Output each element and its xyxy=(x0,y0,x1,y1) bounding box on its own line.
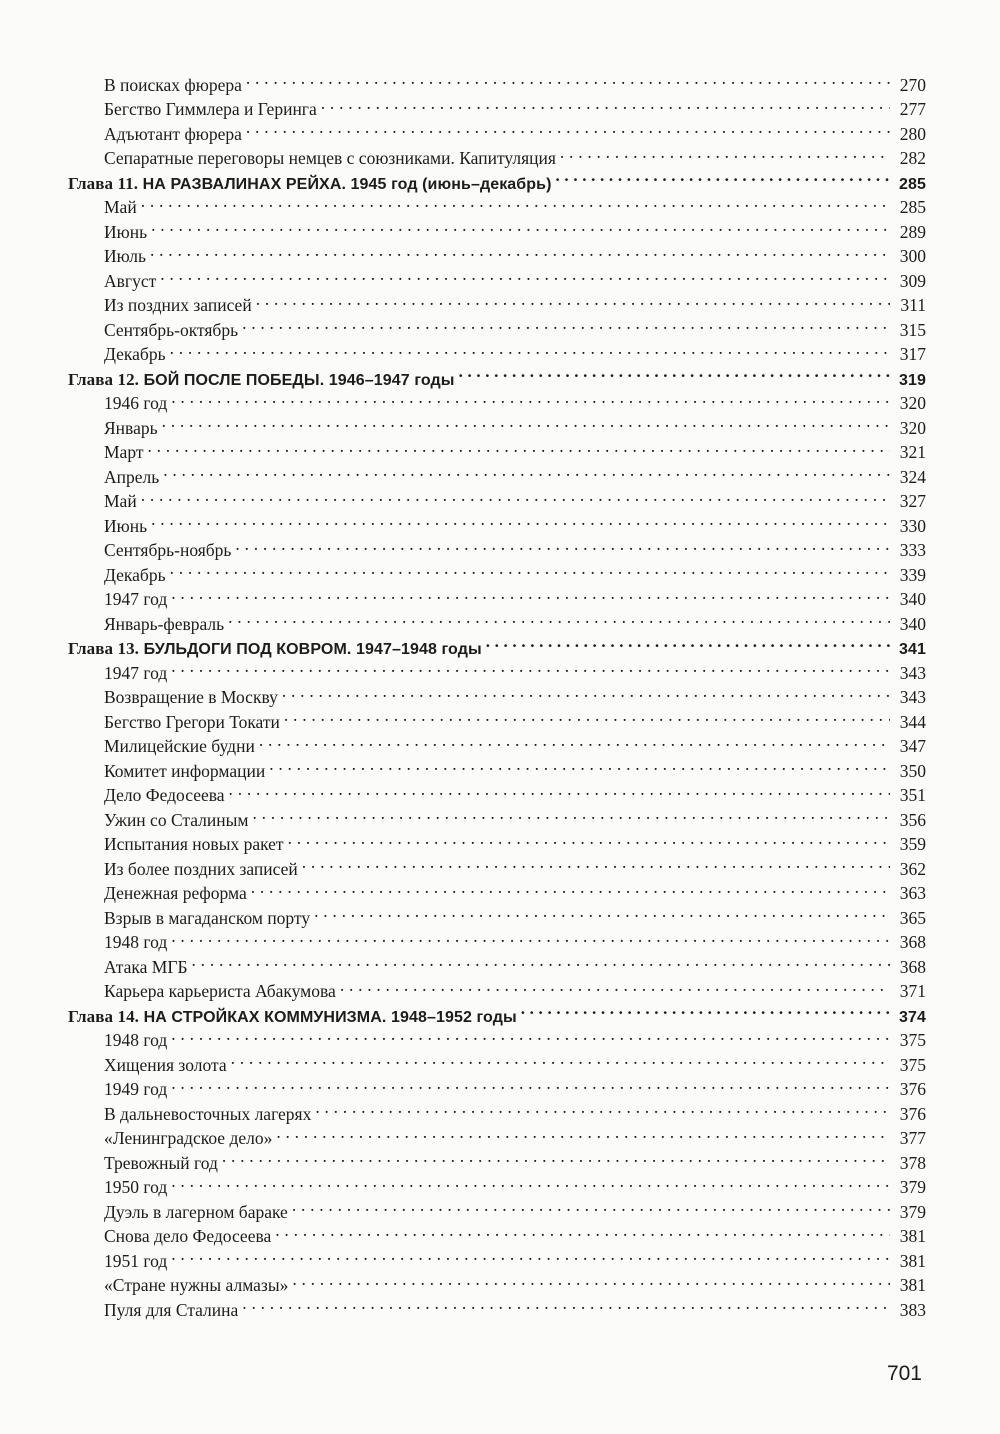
toc-section-entry xyxy=(68,581,926,609)
toc-section-entry xyxy=(68,262,926,291)
toc-section-entry xyxy=(68,973,926,1001)
section-title: Июнь xyxy=(104,221,148,242)
section-title: 1951 год xyxy=(104,1250,168,1271)
toc-page-number: 339 xyxy=(899,564,926,585)
toc-page-number: 280 xyxy=(899,123,926,144)
section-title: Возвращение в Москву xyxy=(104,687,278,707)
toc-page-number: 320 xyxy=(899,417,926,438)
dot-leader xyxy=(314,899,890,924)
section-title: В дальневосточных лагерях xyxy=(104,1103,312,1124)
section-title: Июль xyxy=(104,246,146,266)
section-title: Снова дело Федосеева xyxy=(104,1226,272,1246)
toc-page-number: 374 xyxy=(899,1008,926,1026)
section-title: Июнь xyxy=(104,515,148,536)
toc-page-number: 377 xyxy=(899,1128,926,1148)
dot-leader xyxy=(171,1169,890,1194)
section-title: Карьера карьериста Абакумова xyxy=(104,981,336,1001)
dot-leader xyxy=(192,948,890,973)
toc-page-number: 379 xyxy=(899,1177,926,1197)
chapter-name: БУЛЬДОГИ ПОД КОВРОМ. 1947–1948 годы xyxy=(143,641,482,658)
toc-page-number: 319 xyxy=(899,371,926,389)
section-title: Декабрь xyxy=(104,344,166,364)
toc-page-number: 285 xyxy=(899,175,926,193)
dot-leader xyxy=(171,1022,890,1047)
toc-page-number: 356 xyxy=(899,809,926,830)
dot-leader xyxy=(171,581,890,606)
toc-section-entry xyxy=(68,458,926,487)
dot-leader xyxy=(315,1095,890,1120)
toc-page-number: 343 xyxy=(899,687,926,707)
section-title: 1950 год xyxy=(104,1177,168,1197)
toc-page-number: 309 xyxy=(899,270,926,291)
section-title: Милицейские будни xyxy=(104,736,255,756)
toc-page-number: 359 xyxy=(899,834,926,854)
dot-leader xyxy=(151,507,890,532)
toc-page-number: 324 xyxy=(899,466,926,487)
toc-page-number: 381 xyxy=(899,1226,926,1246)
section-title: Дело Федосеева xyxy=(104,785,225,805)
toc-page-number: 340 xyxy=(899,613,926,634)
dot-leader xyxy=(170,336,890,361)
section-title: 1948 год xyxy=(104,932,168,952)
section-title: Сепаратные переговоры немцев с союзниками. Капитуляция xyxy=(104,148,556,168)
toc-page-number: 330 xyxy=(899,515,926,536)
dot-leader xyxy=(284,703,890,728)
toc-page-number: 285 xyxy=(899,197,926,217)
toc-page-number: 315 xyxy=(899,319,926,340)
section-title: Май xyxy=(104,491,137,511)
toc-section-entry xyxy=(68,1267,926,1295)
section-title: В поисках фюрера xyxy=(104,74,242,95)
dot-leader xyxy=(486,630,890,655)
toc-chapter-entry xyxy=(68,360,926,389)
dot-leader xyxy=(252,801,890,826)
dot-leader xyxy=(269,752,890,777)
chapter-name: НА РАЗВАЛИНАХ РЕЙХА. 1945 год (июнь–декабрь) xyxy=(142,175,552,193)
toc-section-entry xyxy=(68,385,926,413)
toc-page-number: 333 xyxy=(899,540,926,560)
dot-leader xyxy=(242,1291,890,1316)
toc-page-number: 381 xyxy=(899,1275,926,1295)
toc-section-entry xyxy=(68,1193,926,1222)
dot-leader xyxy=(160,262,890,287)
toc-page-number: 277 xyxy=(899,99,926,119)
section-title: Тревожный год xyxy=(104,1152,218,1173)
dot-leader xyxy=(222,1144,890,1169)
toc-page-number: 317 xyxy=(899,344,926,364)
toc-section-entry xyxy=(68,213,926,242)
section-title: Взрыв в магаданском порту xyxy=(104,907,311,928)
toc-page-number: 379 xyxy=(899,1201,926,1222)
toc-section-entry xyxy=(68,1022,926,1050)
toc-page-number: 282 xyxy=(899,148,926,168)
dot-leader xyxy=(150,238,890,263)
toc-section-entry xyxy=(68,654,926,683)
dot-leader xyxy=(302,850,890,875)
chapter-label: Глава 13. xyxy=(68,639,140,658)
toc-page-number: 375 xyxy=(899,1030,926,1050)
toc-section-entry xyxy=(68,556,926,585)
toc-section-entry xyxy=(68,605,926,634)
section-title: Апрель xyxy=(104,466,160,487)
chapter-name: НА СТРОЙКАХ КОММУНИЗМА. 1948–1952 годы xyxy=(143,1008,517,1026)
section-title: Ужин со Сталиным xyxy=(104,809,249,830)
toc-section-entry xyxy=(68,1095,926,1124)
dot-leader xyxy=(288,826,890,851)
toc-page-number: 321 xyxy=(899,442,926,462)
toc-section-entry xyxy=(68,434,926,462)
dot-leader xyxy=(228,605,890,630)
dot-leader xyxy=(340,973,890,998)
section-title: 1948 год xyxy=(104,1030,168,1050)
dot-leader xyxy=(292,1193,890,1218)
toc-page-number: 371 xyxy=(899,981,926,1001)
toc-section-entry xyxy=(68,1242,926,1271)
section-title: Атака МГБ xyxy=(104,956,188,977)
toc-section-entry xyxy=(68,483,926,511)
dot-leader xyxy=(171,1071,890,1096)
toc-page-number: 378 xyxy=(899,1152,926,1173)
toc-section-entry xyxy=(68,287,926,315)
section-title: Адъютант фюрера xyxy=(104,123,242,144)
dot-leader xyxy=(151,213,890,238)
section-title: Дуэль в лагерном бараке xyxy=(104,1201,288,1222)
dot-leader xyxy=(275,1218,890,1243)
toc-page-number: 383 xyxy=(899,1299,926,1320)
dot-leader xyxy=(141,483,890,508)
toc-section-entry xyxy=(68,948,926,977)
section-title: 1949 год xyxy=(104,1079,168,1099)
toc-page-number: 344 xyxy=(899,711,926,732)
section-title: Пуля для Сталина xyxy=(104,1299,239,1320)
toc-page-number: 347 xyxy=(899,736,926,756)
dot-leader xyxy=(521,997,890,1022)
section-title: Из поздних записей xyxy=(104,295,252,315)
toc-page-number: 340 xyxy=(899,589,926,609)
section-title: Март xyxy=(104,442,144,462)
toc-section-entry xyxy=(68,66,926,95)
toc-page-number: 350 xyxy=(899,760,926,781)
page-number: 701 xyxy=(886,1362,922,1385)
toc-section-entry xyxy=(68,189,926,217)
dot-leader xyxy=(229,777,890,802)
toc-page-number: 375 xyxy=(899,1054,926,1075)
toc-page-number: 368 xyxy=(899,932,926,952)
dot-leader xyxy=(163,458,890,483)
toc-page-number: 365 xyxy=(899,907,926,928)
dot-leader xyxy=(235,532,890,557)
dot-leader xyxy=(251,875,890,900)
dot-leader xyxy=(171,385,890,410)
section-title: Хищения золота xyxy=(104,1054,227,1075)
section-title: Денежная реформа xyxy=(104,883,247,903)
toc-page-number: 376 xyxy=(899,1079,926,1099)
section-title: Январь-февраль xyxy=(104,613,225,634)
toc-section-entry xyxy=(68,924,926,952)
toc-section-entry xyxy=(68,1169,926,1197)
section-title: Бегство Грегори Токати xyxy=(104,711,280,732)
toc-page-number: 320 xyxy=(899,393,926,413)
section-title: 1947 год xyxy=(104,662,168,683)
section-title: Январь xyxy=(104,417,158,438)
dot-leader xyxy=(162,409,890,434)
dot-leader xyxy=(556,164,890,189)
toc-section-entry xyxy=(68,679,926,707)
chapter-name: БОЙ ПОСЛЕ ПОБЕДЫ. 1946–1947 годы xyxy=(143,371,455,389)
section-title: Из более поздних записей xyxy=(104,858,298,879)
section-title: Август xyxy=(104,270,157,291)
dot-leader xyxy=(170,556,890,581)
section-title: Сентябрь-октябрь xyxy=(104,319,239,340)
section-title: 1947 год xyxy=(104,589,168,609)
dot-leader xyxy=(246,66,890,91)
toc-page-number: 289 xyxy=(899,221,926,242)
chapter-label: Глава 14. xyxy=(68,1006,140,1026)
section-title: Сентябрь-ноябрь xyxy=(104,540,232,560)
dot-leader xyxy=(259,728,890,753)
toc-page-number: 343 xyxy=(899,662,926,683)
dot-leader xyxy=(282,679,890,704)
toc-page-number: 327 xyxy=(899,491,926,511)
toc-page-number: 376 xyxy=(899,1103,926,1124)
toc-page-number: 300 xyxy=(899,246,926,266)
section-title: «Стране нужны алмазы» xyxy=(104,1275,289,1295)
dot-leader xyxy=(242,311,890,336)
dot-leader xyxy=(256,287,890,312)
dot-leader xyxy=(321,91,890,116)
section-title: 1946 год xyxy=(104,393,168,413)
toc-section-entry xyxy=(68,336,926,364)
toc-section-entry xyxy=(68,1046,926,1075)
dot-leader xyxy=(246,115,890,140)
section-title: «Ленинградское дело» xyxy=(104,1128,273,1148)
table-of-contents xyxy=(68,66,926,1320)
section-title: Декабрь xyxy=(104,564,166,585)
toc-section-entry xyxy=(68,238,926,266)
toc-page-number: 362 xyxy=(899,858,926,879)
dot-leader xyxy=(459,360,890,385)
dot-leader xyxy=(231,1046,890,1071)
toc-page-number: 351 xyxy=(899,785,926,805)
toc-page-number: 311 xyxy=(900,295,926,315)
section-title: Май xyxy=(104,197,137,217)
dot-leader xyxy=(171,654,890,679)
dot-leader xyxy=(560,140,890,165)
dot-leader xyxy=(171,924,890,949)
dot-leader xyxy=(148,434,891,459)
dot-leader xyxy=(171,1242,890,1267)
toc-section-entry xyxy=(68,507,926,536)
toc-page-number: 381 xyxy=(899,1250,926,1271)
toc-page-number: 363 xyxy=(899,883,926,903)
toc-section-entry xyxy=(68,409,926,438)
toc-page-number: 270 xyxy=(899,74,926,95)
toc-page-number: 368 xyxy=(899,956,926,977)
toc-section-entry xyxy=(68,1071,926,1099)
section-title: Бегство Гиммлера и Геринга xyxy=(104,99,317,119)
dot-leader xyxy=(292,1267,890,1292)
toc-page-number: 341 xyxy=(899,641,926,658)
section-title: Испытания новых ракет xyxy=(104,834,284,854)
dot-leader xyxy=(141,189,890,214)
section-title: Комитет информации xyxy=(104,760,266,781)
chapter-label: Глава 12. xyxy=(68,369,140,389)
chapter-label: Глава 11. xyxy=(68,173,139,193)
dot-leader xyxy=(276,1120,890,1145)
toc-section-entry xyxy=(68,532,926,560)
